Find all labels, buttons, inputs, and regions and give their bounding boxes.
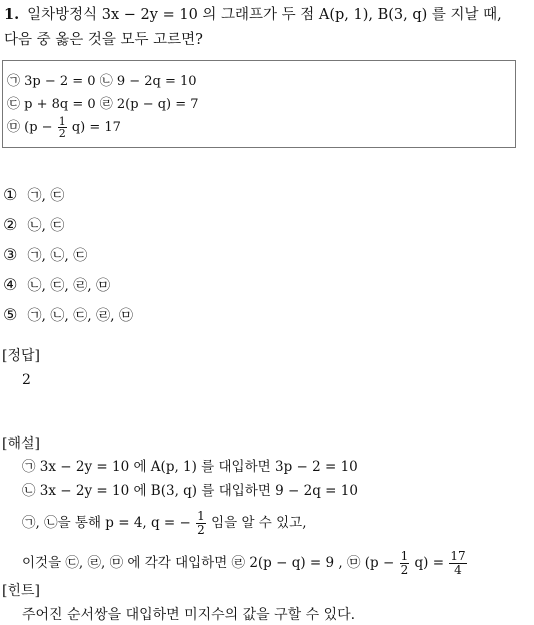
explanation-line3-prefix: ㉠, ㉡을 통해 p = 4, q = − [22, 515, 191, 531]
choice-number: ④ [3, 275, 18, 294]
fraction-denominator: 2 [400, 563, 409, 577]
choice-item[interactable] [3, 240, 133, 270]
explanation-label: [해설] [2, 436, 40, 452]
hint-label: [힌트] [2, 583, 40, 599]
box-line-1: ㉠ 3p − 2 = 0 ㉡ 9 − 2q = 10 [7, 74, 197, 89]
explanation-line4-prefix: 이것을 ㉢, ㉣, ㉤ 에 각각 대입하면 ㉣ 2(p − q) = 9 , ㉤ (p − [22, 555, 395, 571]
choice-item[interactable] [3, 300, 133, 330]
question-text-line1: 일차방정식 3x − 2y = 10 의 그래프가 두 점 A(p, 1), B(3, q) 를 지날 때, [27, 7, 502, 23]
explanation-line-3 [22, 503, 468, 543]
fraction-numerator: 1 [197, 509, 205, 523]
box-fraction [58, 116, 67, 139]
box-line-3 [7, 116, 511, 139]
answer-label: [정답] [2, 348, 40, 364]
choice-text: ㉡, ㉢, ㉣, ㉤ [27, 278, 111, 294]
answer-value: 2 [22, 372, 31, 388]
explanation-line4-mid: q) = [414, 555, 445, 571]
question-line-1 [4, 2, 532, 28]
fraction-numerator: 1 [400, 549, 409, 563]
explanation-fraction [196, 510, 206, 537]
box-line3-suffix: q) = 17 [71, 120, 121, 135]
explanation-fraction [400, 550, 410, 577]
box-fraction-numerator: 1 [58, 115, 66, 128]
choice-number: ② [3, 215, 18, 234]
box-line3-prefix: ㉤ (p − [7, 120, 53, 135]
explanation-fraction [449, 550, 466, 577]
choice-list [3, 180, 133, 330]
choice-text: ㉠, ㉡, ㉢ [27, 248, 88, 264]
explanation-line-2: ㉡ 3x − 2y = 10 에 B(3, q) 를 대입하면 9 − 2q = 10 [22, 483, 358, 499]
choice-number: ⑤ [3, 305, 18, 324]
choice-number: ① [3, 185, 18, 204]
choice-item[interactable] [3, 210, 133, 240]
choice-item[interactable] [3, 270, 133, 300]
explanation-line3-suffix: 임을 알 수 있고, [211, 515, 307, 531]
fraction-denominator: 2 [197, 523, 205, 537]
choice-number: ③ [3, 245, 18, 264]
choice-text: ㉡, ㉢ [27, 218, 65, 234]
explanation-body [22, 455, 468, 583]
question-number: 1. [4, 6, 20, 23]
fraction-denominator: 4 [454, 563, 462, 577]
hint-text: 주어진 순서쌍을 대입하면 미지수의 값을 구할 수 있다. [22, 607, 356, 623]
question-line-2: 다음 중 옳은 것을 모두 고르면? [4, 32, 203, 48]
box-fraction-denominator: 2 [58, 127, 66, 140]
condition-box [2, 60, 516, 148]
box-line-2: ㉢ p + 8q = 0 ㉣ 2(p − q) = 7 [7, 97, 199, 112]
explanation-line-1: ㉠ 3x − 2y = 10 에 A(p, 1) 를 대입하면 3p − 2 = 10 [22, 459, 358, 475]
choice-item[interactable] [3, 180, 133, 210]
fraction-numerator: 17 [450, 549, 466, 563]
choice-text: ㉠, ㉡, ㉢, ㉣, ㉤ [27, 308, 134, 324]
choice-text: ㉠, ㉢ [27, 188, 65, 204]
question-text [4, 2, 532, 53]
explanation-line-4 [22, 543, 468, 583]
